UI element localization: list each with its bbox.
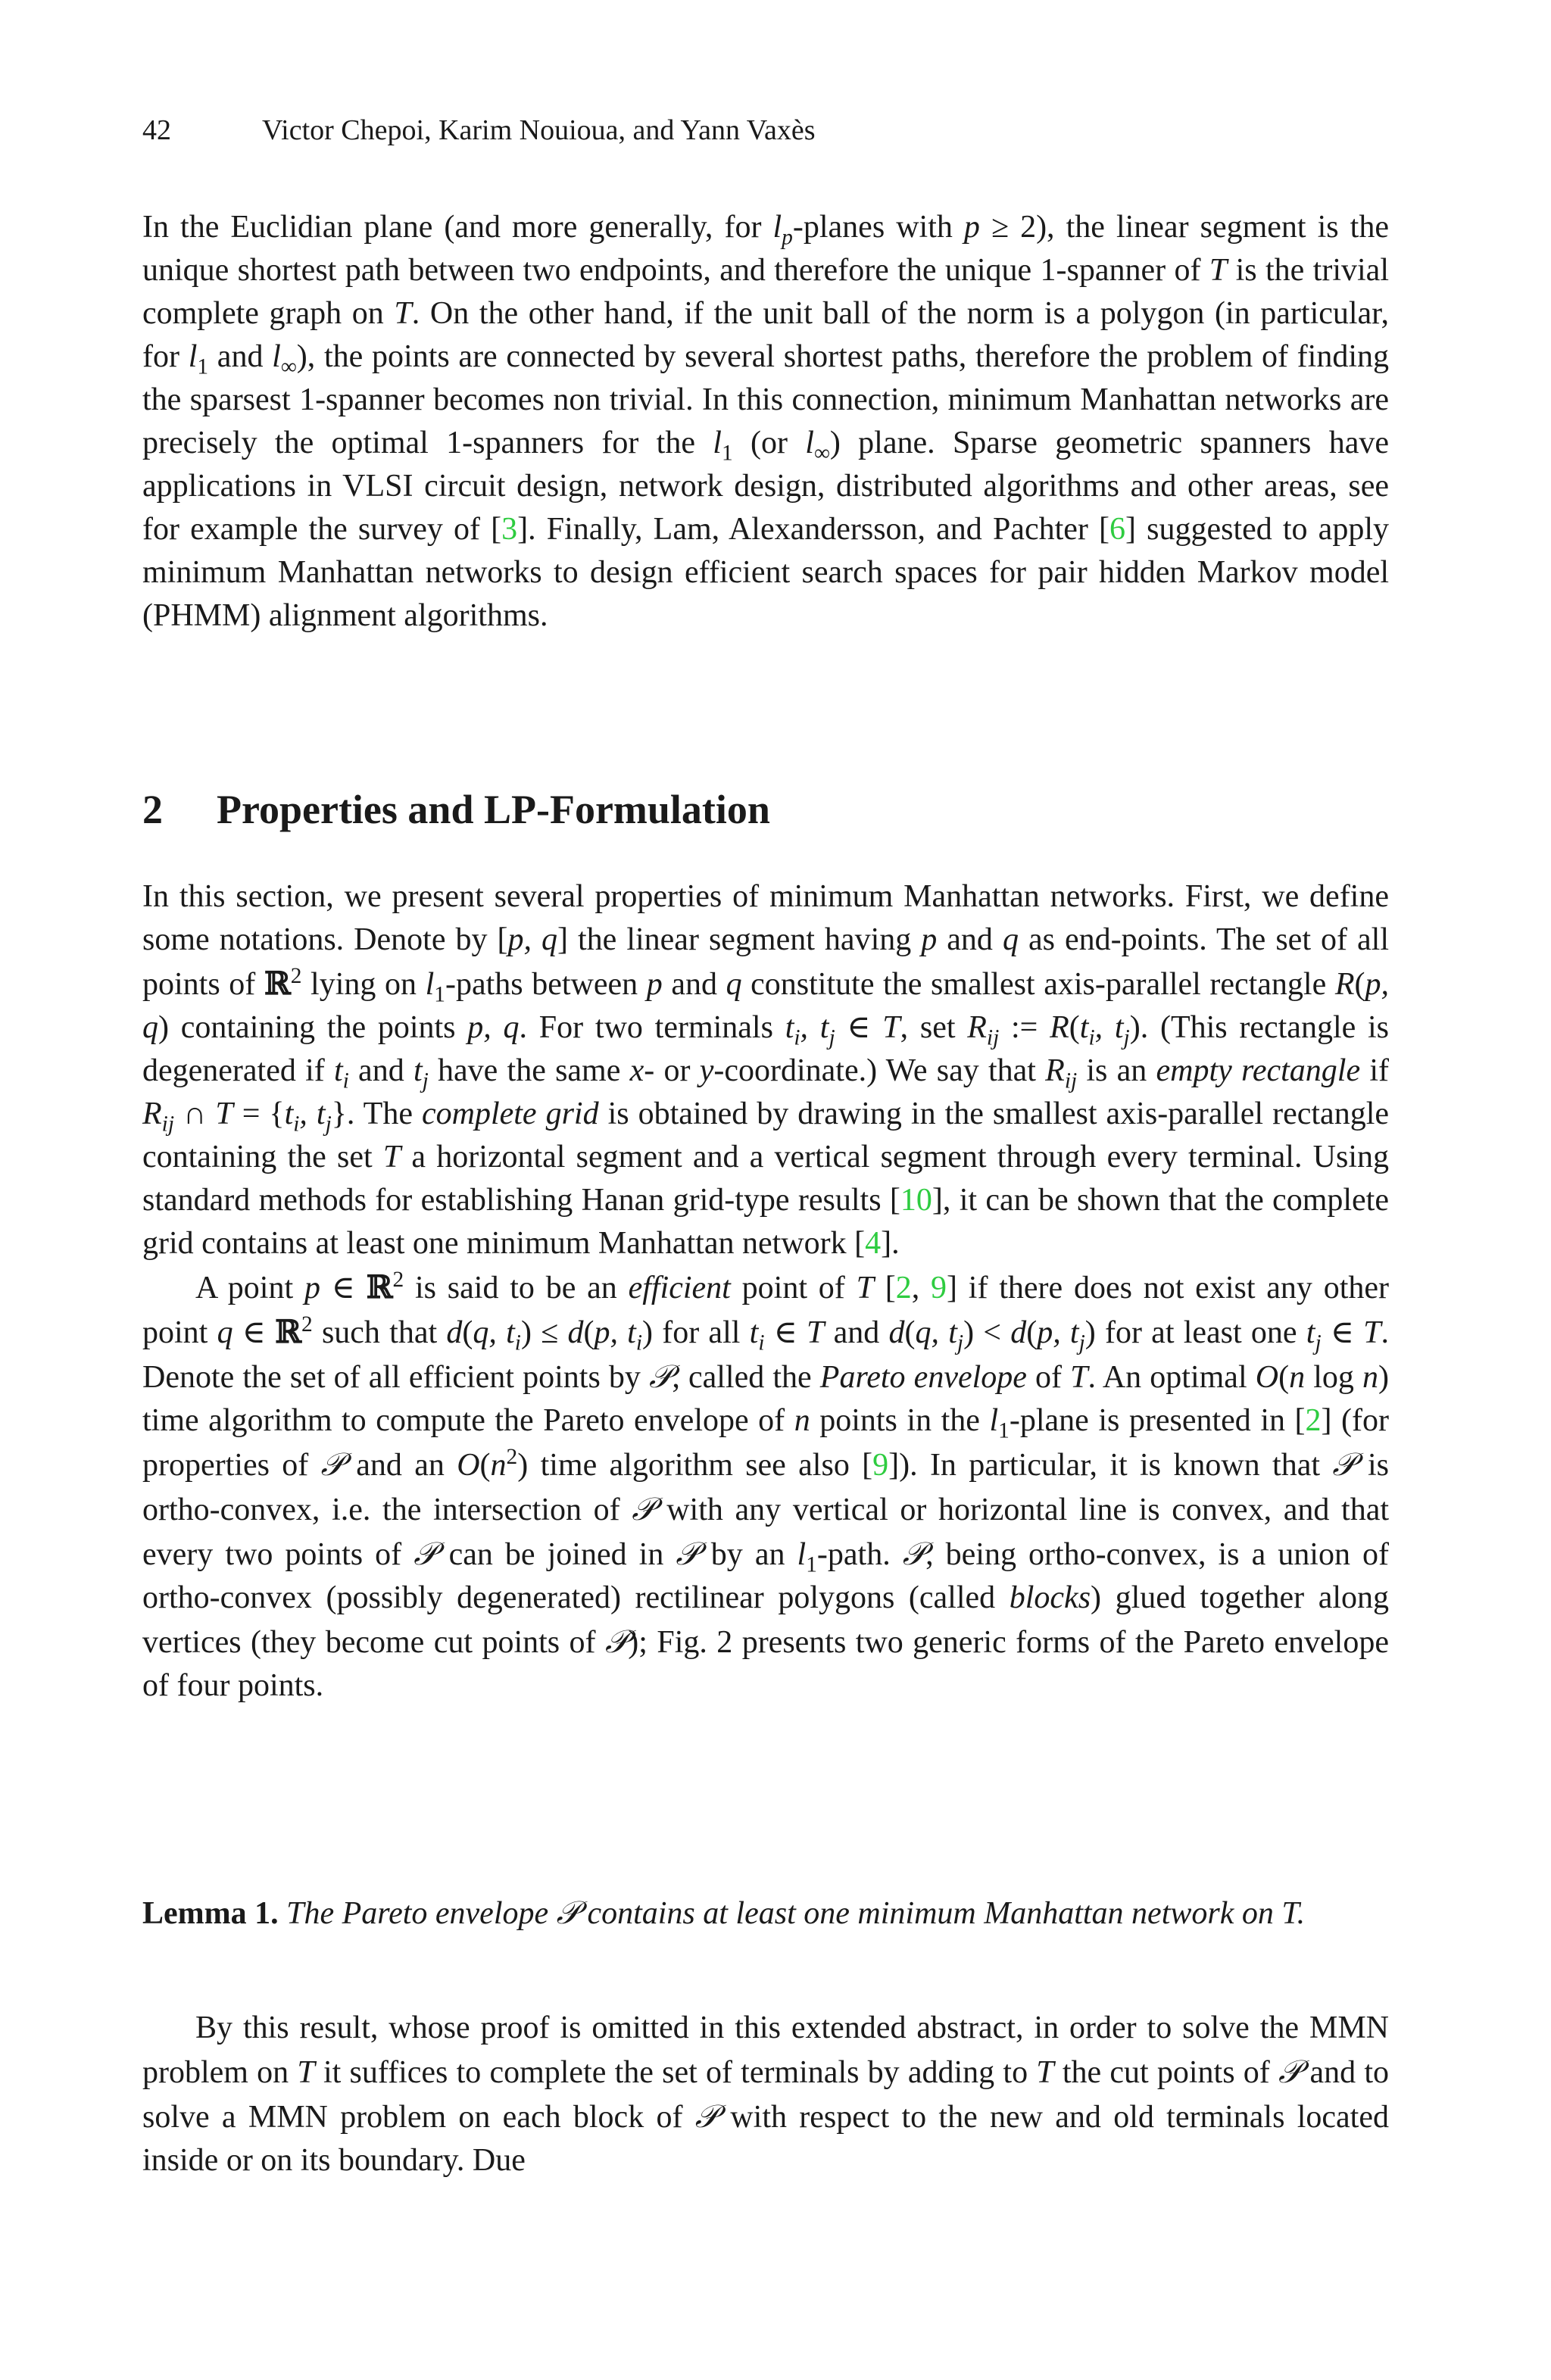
pareto-paragraph: A point p ∈ ℝ$^2$ is said to be an efficient point of T [2, 9] if there does not exist any other point q ∈ ℝ$^2$ such that d(q, $t_i) \le d(p$, $t_i$) for all $t_i$ ∈ T and d(q, $t_j) < d(p$, $t_j$) for at least one $t_j$ ∈ T. Denote the set of all efficient points by 𝒫, called the Pareto envelope of T. An optimal O(n log n) time algorithm to compute the Pareto envelope of n points in the $l_1$-plane is presented in [2] (for properties of 𝒫 and an $O(n^2)$ time algorithm see also [9]). In particular, it is known that 𝒫 is ortho-convex, i.e. the intersection of 𝒫 with any vertical or horizontal line is convex, and that every two points of 𝒫 can be joined in 𝒫 by an $l_1$-path. 𝒫, being ortho-convex, is a union of ortho-convex (possibly degenerated) rectilinear polygons (called blocks) glued together along vertices (they become cut points of 𝒫); Fig. 2 presents two generic forms of the Pareto envelope of four points. — [142, 1268, 1390, 1703]
closing-paragraph: By this result, whose proof is omitted in this extended abstract, in order to solve the MMN problem on T it suffices to complete the set of terminals by adding to T the cut points of 𝒫 and to solve a MMN problem on each block of 𝒫 with respect to the new and old terminals located inside or on its boundary. Due — [142, 2010, 1390, 2178]
citation-link[interactable]: 10 — [900, 1183, 932, 1218]
running-header — [142, 112, 816, 148]
citation-link[interactable]: 2 — [895, 1271, 912, 1305]
definitions-paragraph: In this section, we present several properties of minimum Manhattan networks. First, we define some notations. Denote by [p, q] the linear segment having p and q as end-points. The set of all points of ℝ$^2$ lying on $l_1$-paths between p and q constitute the smallest axis-parallel rectangle R(p, q) containing the points p, q. For two terminals $t_i$, $t_j$ ∈ T, set $R_{ij}$ := $R(t_i$, $t_j$). (This rectangle is degenerated if $t_i$ and $t_j$ have the same x- or y-coordinate.) We say that $R_{ij}$ is an empty rectangle if $R_{ij}$ ∩ $T = \{t_i$, $t_j$}. The complete grid is obtained by drawing in the smallest axis-parallel rectangle containing the set T a horizontal segment and a vertical segment through every terminal. Using standard methods for establishing Hanan grid-type results [10], it can be shown that the complete grid contains at least one minimum Manhattan network [4]. — [142, 879, 1390, 1261]
lemma-label: Lemma 1. — [142, 1896, 279, 1931]
page-number: 42 — [142, 114, 171, 146]
author-line: Victor Chepoi, Karim Nouioua, and Yann Vaxès — [262, 114, 816, 146]
citation-link[interactable]: 9 — [931, 1271, 947, 1305]
section-heading — [142, 784, 770, 834]
section-body — [142, 875, 1389, 1708]
citation-link[interactable]: 9 — [872, 1448, 889, 1483]
citation-link[interactable]: 4 — [865, 1226, 882, 1261]
section-title: Properties and LP-Formulation — [217, 787, 770, 832]
citation-link[interactable]: 3 — [501, 512, 518, 547]
intro-paragraph: In the Euclidian plane (and more generally, for $l_p$-planes with p ≥ 2), the linear segment is the unique shortest path between two endpoints, and therefore the unique 1-spanner of T is the trivial complete graph on T. On the other hand, if the unit ball of the norm is a polygon (in particular, for $l_1$ and $l_\infty$), the points are connected by several shortest paths, therefore the problem of finding the sparsest 1-spanner becomes non trivial. In this connection, minimum Manhattan networks are precisely the optimal 1-spanners for the $l_1$ (or $l_\infty$) plane. Sparse geometric spanners have applications in VLSI circuit design, network design, distributed algorithms and other areas, see for example the survey of [3]. Finally, Lam, Alexandersson, and Pachter [6] suggested to apply minimum Manhattan networks to design efficient search spaces for pair hidden Markov model (PHMM) alignment algorithms. — [142, 210, 1389, 633]
citation-link[interactable]: 2 — [1305, 1403, 1322, 1438]
citation-link[interactable]: 6 — [1109, 512, 1125, 547]
section-number: 2 — [142, 787, 163, 832]
lemma-statement: Lemma 1. The Pareto envelope 𝒫 contains at least one minimum Manhattan network on T. — [142, 1894, 1306, 1931]
